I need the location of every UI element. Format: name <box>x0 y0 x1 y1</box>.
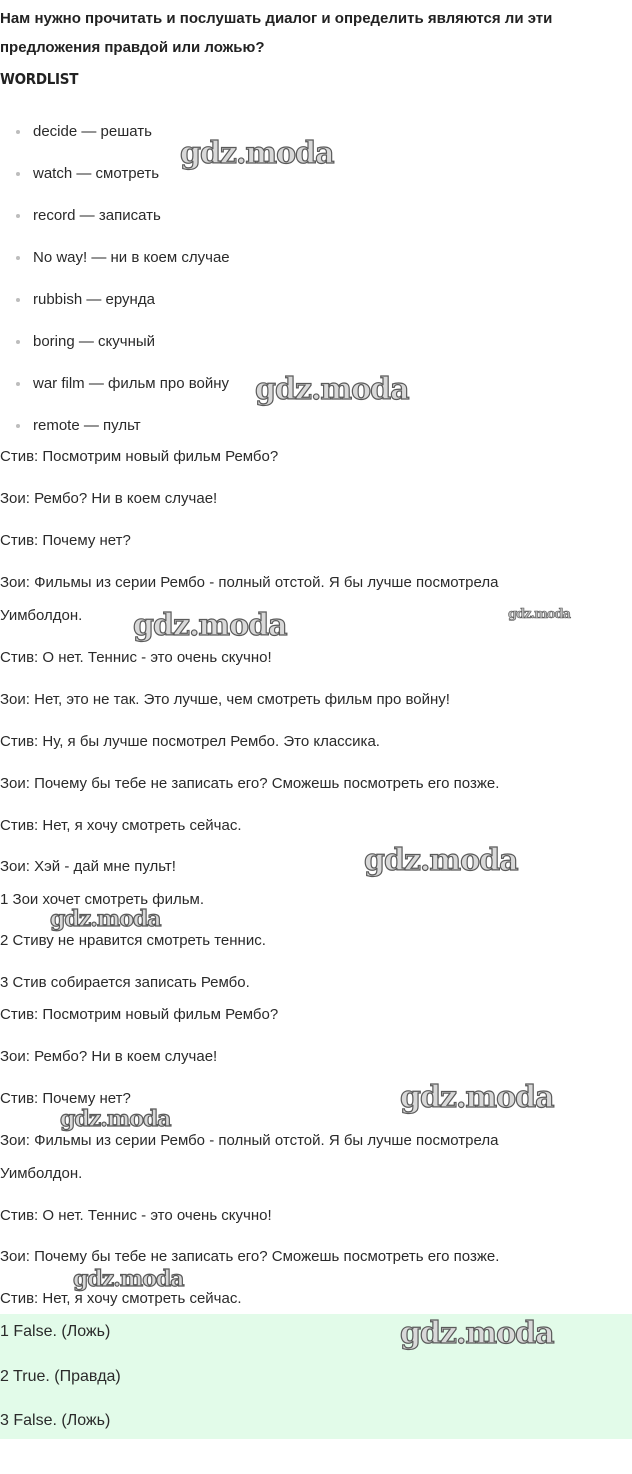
watermark: gdz.moda <box>180 136 334 171</box>
answer-line: 2 True. (Правда) <box>0 1368 121 1385</box>
watermark: gdz.moda <box>255 372 409 407</box>
wordlist-item <box>14 286 434 314</box>
wordlist-item-text: rubbish — ерунда <box>33 291 155 308</box>
evidence-line: Уимболдон. <box>0 1165 83 1182</box>
evidence-line: Стив: О нет. Теннис - это очень скучно! <box>0 1207 272 1224</box>
answers-block <box>0 1314 632 1439</box>
wordlist-item <box>14 412 434 440</box>
wordlist-item <box>14 370 434 398</box>
wordlist-item-text: remote — пульт <box>33 417 141 434</box>
dialogue-line: Стив: Почему нет? <box>0 532 131 549</box>
wordlist-item <box>14 244 434 272</box>
watermark: gdz.moda <box>364 843 518 878</box>
wordlist-item <box>14 118 434 146</box>
answer-line: 1 False. (Ложь) <box>0 1323 111 1340</box>
wordlist-title: WORDLIST <box>0 70 79 88</box>
evidence-line: Стив: Посмотрим новый фильм Рембо? <box>0 1006 279 1023</box>
dialogue-line: Стив: Посмотрим новый фильм Рембо? <box>0 448 279 465</box>
dialogue-line: Зои: Фильмы из серии Рембо - полный отстой. Я бы лучше посмотрела <box>0 574 499 591</box>
task-heading: Нам нужно прочитать и послушать диалог и определить являются ли эти предложения правдой или ложью? <box>0 10 553 56</box>
statement: 3 Стив собирается записать Рембо. <box>0 974 250 991</box>
statement: 2 Стиву не нравится смотреть теннис. <box>0 932 266 949</box>
watermark: gdz.moda <box>73 1266 184 1292</box>
wordlist-item <box>14 160 434 188</box>
wordlist-item-text: record — записать <box>33 207 161 224</box>
wordlist-item-text: watch — смотреть <box>33 165 160 182</box>
dialogue-line: Зои: Нет, это не так. Это лучше, чем смотреть фильм про войну! <box>0 691 450 708</box>
wordlist-item-text: decide — решать <box>33 123 152 140</box>
evidence-line: Стив: Почему нет? <box>0 1090 131 1107</box>
watermark: gdz.moda <box>60 1106 171 1132</box>
watermark: gdz.moda <box>508 607 571 622</box>
wordlist-item-text: war film — фильм про войну <box>33 375 230 392</box>
dialogue-line: Зои: Почему бы тебе не записать его? Сможешь посмотреть его позже. <box>0 775 500 792</box>
evidence-line: Зои: Рембо? Ни в коем случае! <box>0 1048 218 1065</box>
evidence-line: Стив: Нет, я хочу смотреть сейчас. <box>0 1290 242 1307</box>
wordlist-item-text: No way! — ни в коем случае <box>33 249 230 266</box>
wordlist-item <box>14 328 434 356</box>
dialogue-line: Стив: Нет, я хочу смотреть сейчас. <box>0 817 242 834</box>
answer-line: 3 False. (Ложь) <box>0 1412 111 1429</box>
statement: 1 Зои хочет смотреть фильм. <box>0 891 205 908</box>
watermark: gdz.moda <box>50 906 161 932</box>
dialogue-line: Уимболдон. <box>0 607 83 624</box>
wordlist-item-text: boring — скучный <box>33 333 156 350</box>
dialogue-line: Стив: О нет. Теннис - это очень скучно! <box>0 649 272 666</box>
evidence-line: Зои: Фильмы из серии Рембо - полный отстой. Я бы лучше посмотрела <box>0 1132 499 1149</box>
dialogue-line: Стив: Ну, я бы лучше посмотрел Рембо. Это классика. <box>0 733 380 750</box>
dialogue-line: Зои: Хэй - дай мне пульт! <box>0 858 176 875</box>
wordlist-item <box>14 202 434 230</box>
watermark: gdz.moda <box>400 1080 554 1115</box>
evidence-line: Зои: Почему бы тебе не записать его? Сможешь посмотреть его позже. <box>0 1248 500 1265</box>
watermark: gdz.moda <box>133 608 287 643</box>
watermark: gdz.moda <box>400 1316 554 1351</box>
dialogue-line: Зои: Рембо? Ни в коем случае! <box>0 490 218 507</box>
